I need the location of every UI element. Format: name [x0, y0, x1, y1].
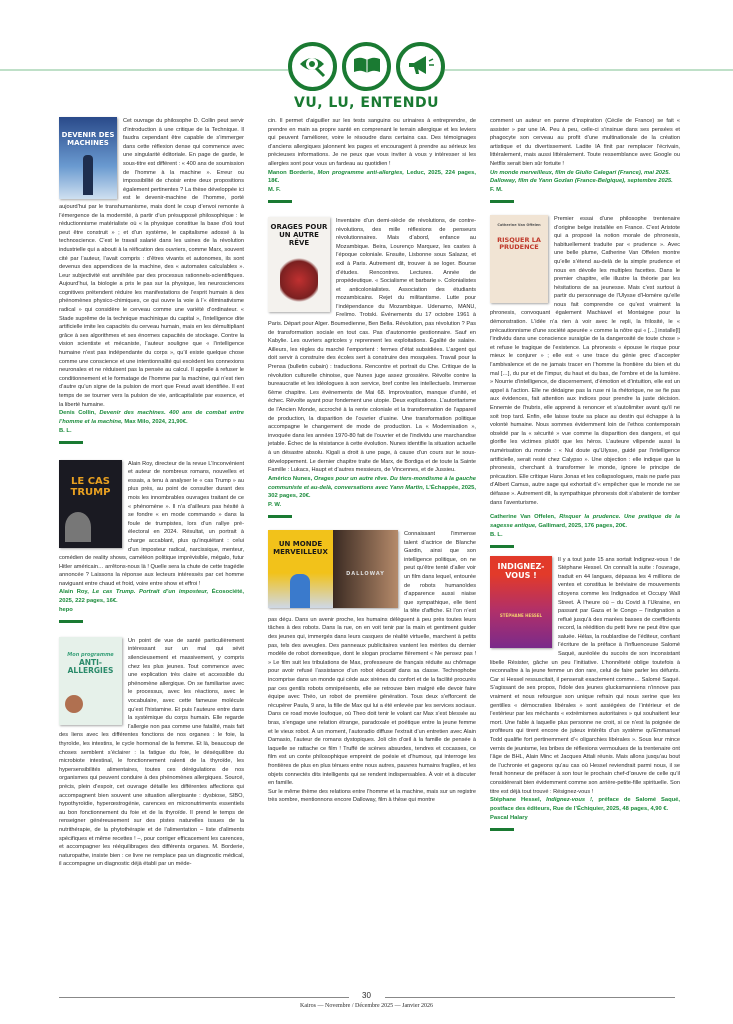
- column-2: [268, 117, 476, 805]
- review-text: Inventaire d’un demi-siècle de révolutions, de contre-révolutions, des mille réflexions de penseurs révolutionnaires. Mais d’abord, enfance au Mozambique. Beira, Lourenço Marquez, les castes à l’époque coloniale. Ensuite, Lisbonne sous Salazar, et exil à Paris. Autrement dit, trouver à se loger. Bourse d’études. Rencontres. Lectures. Année de propédeutique. « Socialisme et barbarie ». Colonialistes et anticolonialistes. Association des étudiants mozambicains. Rejet du militantisme. Lutte pour l’indépendance du Mozambique. Udenamo, MANU, Frelimo. Trotski. Événements du 17 octobre 1961 à Paris. Départ pour Alger. Boumedienne, Ben Bella. Révolution, pas révolution ? Pas de transformation sociale en tout cas. Pas d’autonomie gestionnaire. Sauf en Kabylie. Les ouvriers agricoles y reprennent les exploitations. Égalité de salaire. Ailleurs, les règles du marché l’emportent : fermes d’état subsidiées. L’argent qui doit servir à construire des écoles sert à construire des mosquées. Travail pour la Prensa (bulletin cubain) : traductions. Rencontre et portrait du Che. Critique de la révolution culturelle chinoise, que Nunes juge assez grossière. Révolte contre la bureaucratie et les idéologues à son service, bref contre les intellectuels. Immense 6ème chapitre. Les événements de Mai 68. Improvisation, manque d’unité, et échec. Révolte ayant pour fondement une utopie. Deux explications. L’autoritarisme de l’Ancien Monde, accroché à la rente coloniale et la transformation de l’appareil de production, la disparition de l’ouvrier d’usine. Une transformation politique accompagne le changement de mode de production. La « Modernisation », invoquée dans les années 1970-80 fait de l’ouvrier et de l’individu une marchandise jetable. Échec de la résistance à cette évolution. Nunes identifie la situation actuelle à un désastre absolu. Kigali a droit à une page, à cause d’un cours sur le sous-développement. Le dernier chapitre traite de Marx, de Bordiga et de toute la Sainte Famille : Lukacs, Haupt et d’autres messieurs, de Vincennes, et de Jussieu.: [268, 217, 476, 474]
- review-signature: B. L.: [59, 427, 72, 434]
- review-reference: Américo Nunes, Orages pour un autre rêve. Du tiers-mondisme à la gauche communiste et au-delà, conversations avec Yann Martin, L’Échappée, 2025, 302 pages, 20€.: [268, 475, 476, 500]
- review-reference: Catherine Van Offelen, Risquer la prudence. Une pratique de la sagesse antique, Gallimard, 2025, 176 pages, 20€.: [490, 514, 680, 529]
- review-text: Connaissant l’immense talent d’actrice de Blanche Gardin, ainsi que son intelligence politique, on ne peut qu’être tenté d’aller voir un film dans lequel, entourée de robots humanoïdes d’apparence aussi niaise que sympathique, elle tient la tête d’affiche. Et l’on n’est pas déçu. Dans un avenir proche, les humains délèguent à peu près toutes leurs tâches à des robots. Dans la rue, on en voit tenir par la main et gentiment guider des jeunes qui, immergés dans leurs casques de réalité virtuelle, marchent à petits pas, tels des aveugles. Des panneaux publicitaires vantent les mérites du dernier modèle de robot domestique, dont le slogan proclame fièrement « Ne pensez pas ! » Le film suit les tribulations de Max, professeure de français réduite au chômage pour avoir refusé l’assistance d’un robot éducatif dans sa classe. Technophobe incomprise dans un monde qui cède aux sirènes du confort et de la facilité procurés par ces gentils robots omniprésents, elle se retrouve bien malgré elle devoir faire équipe avec Théo, un robot de première génération. Tous deux s’efforcent de récupérer Paula, 9 ans, la fille de Max qui lui a été enlevée par les services sociaux. Dans ce road movie loufoque, où Theo doit tenir le volant car Max s’est blessée au bras, s’engage une relation étrange, paradoxale et poétique entre la jeune femme et le vieux robot. À un moment, l’autoradio diffuse l’extrait d’un entretien avec Alain Damasio, l’auteur de romans dystopiques. Joli clin d’œil à la famille de pensée à laquelle se rattache ce film ! Truffé de scènes absurdes, tendres et cocasses, ce film est un conte philosophique empreint de poésie et d’humour, qui interroge les frontières de plus en plus ténues entre nous autres, pauvres humains fragiles, et les objets connectés dits intelligents qui se rendent indispensables. À voir et à discuter en famille.: [268, 530, 476, 787]
- review-signature: hepo: [59, 607, 73, 614]
- header-rule-left: [0, 69, 288, 71]
- review-divider: [490, 828, 514, 831]
- review-reference-1: Un monde merveilleux, film de Giulio Calegari (France), mai 2025.: [490, 169, 671, 176]
- book-cover-le-cas-trump: [59, 460, 122, 548]
- film-posters: [268, 530, 398, 608]
- review-text: Un point de vue de santé particulièrement intéressant sur un mal qui sévit silencieusement et massivement, y compris chez les plus jeunes. Tout commence avec une explication très claire et accessible du phénomène allergique. On se familiarise avec le processus, avec les réactions, avec le vocabulaire, avec cette fameuse molécule qu’est l’histamine. Et puis l’auteure entre dans la systémique du corps humain. Elle regarde l’allergie non pas comme une fatalité, mais fait des liens avec les différentes fonctions de nos organes : le foie, la thyroïde, les intestins, le cycle hormonal de la femme. Et là, beaucoup de choses semblent s’éclairer : la fatigue du foie, le déséquilibre du microbiote intestinal, le fonctionnement ralenti de la thyroïde, les hypersensibilités alimentaires, toutes ces dérégulations de nos organismes qui peuvent conduire à des phénomènes allergiques. Sourcé, précis, plein d’espoir, cet ouvrage détaille les différentes affections qui accompagnent bien souvent une situation allergisante : dysbiose, SIBO, hypothyroïdie, hyperœstrogénie, carences en micronutriments essentiels au bon fonctionnement du foie et de la thyroïde. Il prend le temps de renseigner généreusement sur des pistes naturelles issues de la nutrithérapie, de la phytothérapie et de l’alimentation – liste d’aliments spécifiques et même recettes ! –, pour corriger efficacement les carences, et accompagner les rééquilibrages des différents organes. M. Borderie, naturopathe, insiste bien : ce livre ne remplace pas un diagnostic médical, il accompagne un diagnostic déjà établi par un méde-: [59, 637, 244, 868]
- cover-title: ANTI-ALLERGIES: [67, 657, 114, 675]
- section-icons: [288, 42, 445, 98]
- review-signature: P. W.: [268, 502, 282, 509]
- review-reference: Denis Collin, Devenir des machines. 400 ans de combat entre l’homme et la machine, Max Milo, 2024, 21,90€.: [59, 410, 244, 425]
- review-signature: B. L.: [490, 531, 503, 538]
- cover-portrait: [65, 512, 91, 542]
- footer-magazine: Kairos — Novembre / Décembre 2025 — Janvier 2026: [300, 1003, 433, 1009]
- column-1: [59, 117, 244, 869]
- cover-title: UN MONDE MERVEILLEUX: [273, 539, 328, 556]
- cover-title: DALLOWAY: [346, 570, 385, 577]
- review-reference: Manon Borderie, Mon programme anti-allergies, Leduc, 2025, 224 pages, 18€.: [268, 169, 476, 185]
- poster-un-monde-merveilleux: [268, 530, 333, 608]
- review-signature: F. M.: [490, 187, 503, 194]
- review-text: Cet ouvrage du philosophe D. Collin peut servir d’introduction à une critique de la Technique. Il faudra cependant être capable de s’immerger dans cette réflexion dense qui commence avec une singularité éditoriale. En page de garde, le sous-titre est différent : « 400 ans de soumission de l’homme à la machine ». Erreur ou impossibilité de choisir entre deux propositions également pertinentes ? La thèse développée ici est le devenir-machine de l’homme, porté aujourd’hui par le transhumanisme, mais dont le coup d’envoi remonte à l’émergence de la modernité, à partir d’un présupposé philosophique : le réductionnisme matérialiste où « la physique constitue la base d’où tout peut être construit » ; et d’un système, le capitalisme adossé à la technoscience. C’est le travail salarié dans les usines de la révolution industrielle qui a abouti à la réification des ouvriers, comme Marx, souvent cité par l’auteur, l’avait compris : d’êtres vivants et autonomes, ils sont devenus des appendices de la machine, des « automates calculables ». Leur subjectivité est annihilée par des processus rationnels-scientifiques. Aujourd’hui, la biologie a pris le pas sur la physique, les neurosciences cognitives prétendent réduire les manifestations de l’esprit humain à des phénomènes physico-chimiques, ce qui ouvre la voie à l’« éliminativisme radical » qui considère le cerveau comme une variété d’ordinateur. « Stade suprême de la technique machinique du capital », l’intelligence dite artificielle imite les capacités du cerveau humain, mais en les démultipliant grâce à ses algorithmes et ses énormes capacités de stockage. Contre la vision scientiste et mécaniste, l’auteur souligne que « l’intelligence humaine n’est pas indépendante du corps », qu’il existe quelque chose comme une conscience et une intentionnalité qui excèdent les connexions neuronales et ne réduisent pas la pensée au calcul. Il appelle à refuser le conditionnement et le formatage de l’homme par la machine, qui n’est rien d’autre qu’un signe de la pulsion de mort que Freud avait identifiée. Il est temps de se tourner vers la pulsion de vie, anticapitaliste par essence, et la liberté humaine.: [59, 118, 244, 408]
- cover-title: INDIGNEZ-VOUS !: [497, 561, 545, 580]
- poster-figure: [290, 574, 310, 608]
- cover-author: Catherine Van Offelen: [497, 222, 541, 227]
- poster-dalloway: [333, 530, 398, 608]
- cover-title: ORAGES POUR UN AUTRE RÊVE: [270, 222, 328, 247]
- review-text: Premier essai d’une philosophe trentenaire d’origine belge installée en France. C’est Aristote qui a proposé la notion morale de phronesis, habituellement traduite par « prudence ». Avec une belle plume, Catherine Van Offelen montre qu’elle s’étend au-delà de la simple prudence et nous en dévoile les multiples facettes. Dans le premier chapitre, elle illustre la théorie par les hésitations de sa jeunesse. Mais c’est surtout à partir du personnage de l’Ulysse d’Homère qu’elle nous fait comprendre ce qu’est vraiment la phronesis, convoquant également Machiavel et Montaigne pour la démonstration. L’idée n’a rien à voir avec le repli, la frilosité, le « précautionnisme d’une société apeurée » comme la nôtre qui « […] installe[l] l’individu dans une conscience suraigüe de la dangerosité de toute chose » et refuse le tragique de l’existence. La phronesis « épouse le risque pour mieux le conjurer » ; elle est « une trace du génie grec d’accepter l’ambivalence et de ne jamais tracer en l’homme la frontière du bien et du mal […], du pur et de l’impur, du haut et du bas, de l’ombre et de la lumière. » Nourrie d’intelligence, de discernement, d’émotion et d’intuition, elle est un appel à l’action. Elle ne dédaigne pas la ruse ni la rhétorique, ne se fie pas aux évidences, fait attention aux indices pour prendre la juste décision. Ennemie de l’hubris, elle apprend à renoncer et s’autolimiter avant qu’il ne soit trop tard. Enfin, elle laisse toute sa place au destin qui échappe à la volonté humaine. Nous sommes évidemment loin de l’ethos contemporain obsédé par la « sécurité » vue comme la disparition des dangers, et qui glorifie les victimes plutôt que les héros. L’auteure vilipende aussi la numérisation du monde : « Nul doute qu’Ulysse, guidé par l’intelligence artificielle, serait resté chez Calypso ». Une objection : elle indique que la phronesis, cherchant à transformer le monde, ignore le principe de précaution. Elle critique Hans Jonas et les collapsologues, mais ne parle pas d’Albert Camus, autre sage qui exhortait d’« empêcher que le monde ne se défasse ». Autrement dit, la sympathique phronesis doit s’abstenir de tomber dans l’aventurisme.: [490, 215, 680, 506]
- eye-magnifier-icon: [288, 42, 337, 91]
- page-number: 30: [362, 991, 371, 1000]
- book-cover-devenir-des-machines: [59, 117, 117, 199]
- cover-author: STÉPHANE HESSEL: [499, 612, 543, 618]
- review-reference-2: Dalloway, film de Yann Gozlan (France-Belgique), septembre 2025.: [490, 178, 673, 185]
- column-3: [490, 117, 680, 831]
- review-text: Alain Roy, directeur de la revue L’Inconvénient et auteur de nombreux romans, nouvelles et essais, a tenu à analyser le « cas Trump » au plus près, au point de consulter durant des mois les innombrables ouvrages traitant de ce « phénomène ». Il n’a d’ailleurs pas hésité à se fondre « en mode commando » dans la foule de trumpistes, lors d’un rallye pré-électoral en 2024. Résultat, un portrait à charge accablant, plus qu’inquiétant : celui d’un imposteur radical, narcissique, menteur, comédien de reality shows, caméléon politique imprévisible, mégalo, futur Hitler américain… arrêtons-nous là ! Quelle sera la chute de cette tragédie annoncée ? Laissons la réponse aux lecteurs intéressés par cet homme naviguant entre chaud et froid, voire entre show et effroi !: [59, 460, 244, 587]
- review-signature: Pascal Halary: [490, 814, 528, 821]
- cover-illustration: [280, 255, 318, 305]
- megaphone-icon: [396, 42, 445, 91]
- header-rule-right: [445, 69, 733, 71]
- cover-title: RISQUER LA PRUDENCE: [497, 235, 541, 251]
- book-cover-indignez-vous: [490, 556, 552, 648]
- book-cover-anti-allergies: [59, 637, 122, 725]
- open-book-icon: [342, 42, 391, 91]
- review-reference: Alain Roy, Le cas Trump. Portrait d’un imposteur, Écosociété, 2025, 222 pages, 16€.: [59, 589, 244, 605]
- review-text-continued: cin. Il permet d’aiguiller sur les tests sanguins ou urinaires à entreprendre, de prendre en main sa propre santé en comprenant le terrain allergique et les leviers qui peuvent l’améliorer, voire le résoudre dans certains cas. Des témoignages d’anciens allergiques jalonnent les pages et encouragent à prendre au sérieux les précieuses informations. Je ne peux que vous inviter à vous y intéresser si les allergies sont pour vous un fardeau au quotidien !: [268, 118, 476, 167]
- review-text-continued: comment un auteur en panne d’inspiration (Cécile de France) se fait « assister » par une IA. Peu à peu, celle-ci s’insinue dans ses pensées et phagocyte son cerveau au profit d’une multinationale de la création artistique et du divertissement. Ladite IA finit par remplacer l’écrivain, littéralement, mais aussi littéralement. Toute ressemblance avec Google ou Netflix serait bien sûr fortuite !: [490, 118, 680, 167]
- review-text-continued: Sur le même thème des relations entre l’homme et la machine, mais sur un registre très sombre, mentionnons encore Dalloway, film à thèse qui montre: [268, 788, 476, 804]
- book-cover-risquer-la-prudence: [490, 215, 548, 303]
- cover-figure: [83, 155, 93, 195]
- review-text: Il y a tout juste 15 ans sortait Indignez-vous ! de Stéphane Hessel. On connaît la suite : l’ouvrage, traduit en 44 langues, dépassa les 4 millions de ventes et constitua le bréviaire de mouvements citoyens comme les Indignados et Occupy Wall Street. À l’heure où – du Covid à l’Ukraine, en passant par Gaza et le Congo – l’indignation a reflué jusqu’à des marées basses de coefficients record, la réédition du petit livre ne peut être que saluée. Hélas, la roublardise de l’éditeur, confiant l’écriture de la préface à l’influenceuse Salomé Saqué, auréolée du succès de son inconsistant libelle Résister, gâche un peu l’initiative. L’honnêteté oblige toutefois à reconnaître à la jeune femme un don rare, celui de faire parler les défunts. Car si Hessel ressuscitait, il penserait exactement comme… Salomé Saqué. S’agissant de ses propos, l’idole des jeunes glucksmanniens n’innove pas vraiment et nous refourgue son unique refrain qui nous serine que les gentilles « démocraties libérales » sont assiégées de l’intérieur et de l’extérieur par les méchants « extrémismes autoritaires » qui souhaitent leur mort. Une fable à laquelle plus personne ne croit, si ce n’est la poignée de profiteurs qui tirent encore de juteux intérêts d’un système qu’Emmanuel Todd qualifie fort pertinemment d’« oligarchies libérales ». Sous leur mince vernis de jeunisme, les bribes de réflexions vermoulues de la trentenaire ont l’âge de BHL, Alain Minc et Jacques Attali réunis. Mais allons jusqu’au bout de l’uchronie et gageons qu’au cas où Hessel reviendrait parmi nous, il se ferait honneur de préfacer à son tour le prochain chef-d’œuvre de celle qu’il considérerait bien évidemment comme son arrière-petite-fille spirituelle. Son titre est déjà tout trouvé : Résignez-vous !: [490, 556, 680, 795]
- book-cover-orages: [268, 217, 330, 312]
- section-title: VU, LU, ENTENDU: [294, 95, 439, 111]
- cover-title: DEVENIR DES MACHINES: [61, 131, 115, 147]
- cover-portrait: [65, 695, 83, 713]
- cover-subtitle: Mon programme: [67, 651, 114, 658]
- cover-title: LE CAS TRUMP: [70, 475, 111, 498]
- review-signature: M. F.: [268, 187, 281, 194]
- review-reference: Stéphane Hessel, Indignez-vous !, préface de Salomé Saqué, postface des éditeurs, Rue de l’Échiquier, 2025, 48 pages, 4,90 €.: [490, 797, 680, 812]
